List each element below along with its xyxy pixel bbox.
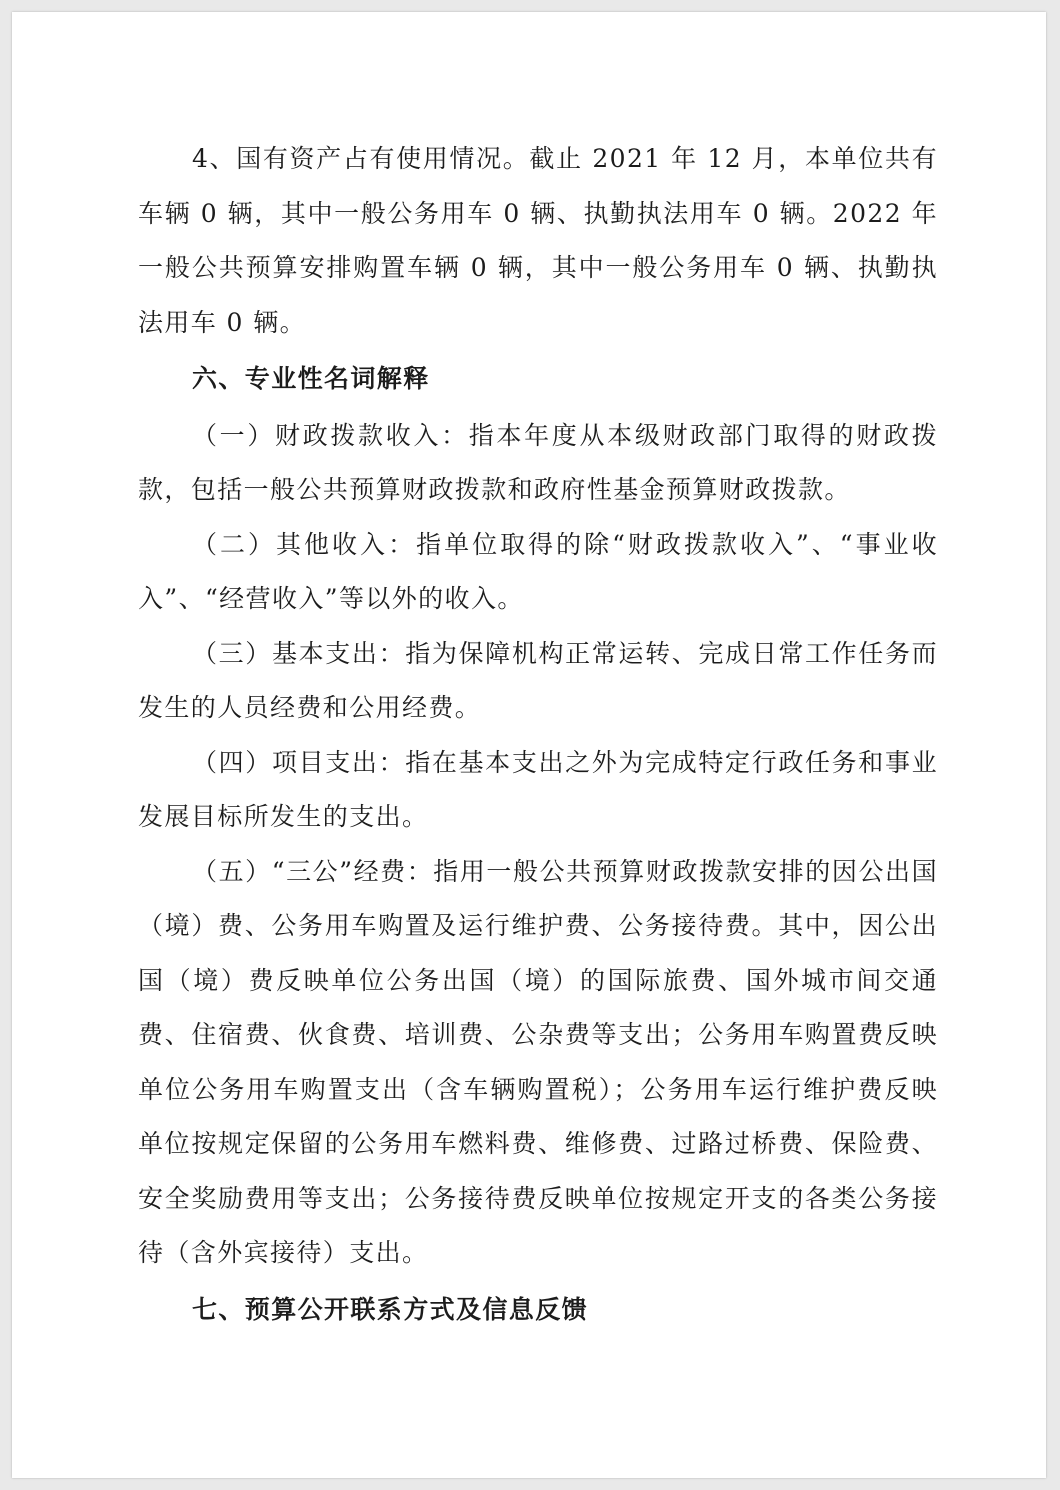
term-other-income: （二）其他收入：指单位取得的除“财政拨款收入”、“事业收入”、“经营收入”等以外的收入。 (138, 529, 938, 613)
term-basic-expenditure: （三）基本支出：指为保障机构正常运转、完成日常工作任务而发生的人员经费和公用经费。 (138, 638, 938, 722)
paragraph-state-assets: 4、国有资产占有使用情况。截止 2021 年 12 月，本单位共有车辆 0 辆，其中一般公务用车 0 辆、执勤执法用车 0 辆。2022 年一般公共预算安排购置车辆 0 辆，其中一般公务用车 0 辆、执勤执法用车 0 辆。 (138, 144, 938, 337)
term-project-expenditure: （四）项目支出：指在基本支出之外为完成特定行政任务和事业发展目标所发生的支出。 (138, 747, 938, 831)
section-heading-7: 七、预算公开联系方式及信息反馈 (192, 1294, 589, 1324)
document-body (138, 132, 938, 1337)
document-page (12, 12, 1046, 1478)
section-heading-6: 六、专业性名词解释 (192, 364, 430, 393)
term-three-public-expenses: （五）“三公”经费：指用一般公共预算财政拨款安排的因公出国（境）费、公务用车购置及运行维护费、公务接待费。其中，因公出国（境）费反映单位公务出国（境）的国际旅费、国外城市间交通费、住宿费、伙食费、培训费、公杂费等支出；公务用车购置费反映单位公务用车购置支出（含车辆购置税）；公务用车运行维护费反映单位按规定保留的公务用车燃料费、维修费、过路过桥费、保险费、安全奖励费用等支出；公务接待费反映单位按规定开支的各类公务接待（含外宾接待）支出。 (138, 856, 938, 1267)
term-fiscal-appropriation-income: （一）财政拨款收入：指本年度从本级财政部门取得的财政拨款，包括一般公共预算财政拨款和政府性基金预算财政拨款。 (138, 420, 938, 504)
